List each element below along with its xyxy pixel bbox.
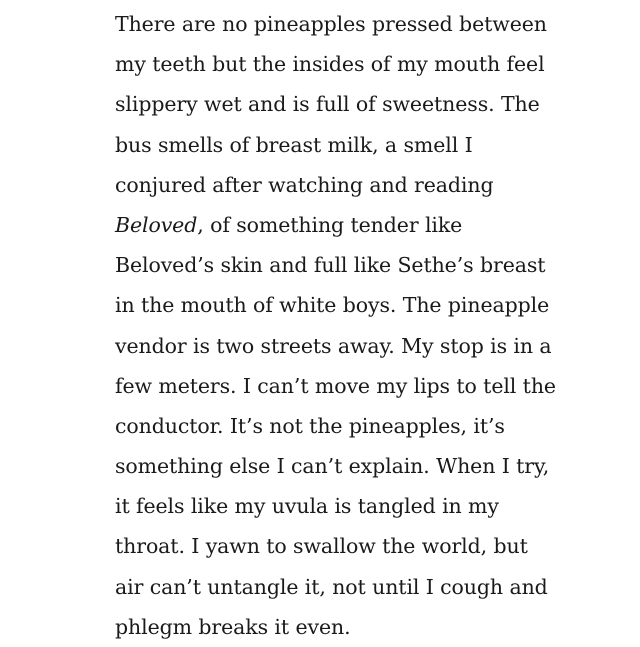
text-line [115, 205, 635, 245]
text-line: bus smells of breast milk, a smell I [115, 132, 473, 157]
text-line: There are no pineapples pressed between [115, 12, 547, 36]
text-line: conjured after watching and reading [115, 172, 494, 197]
text-line: in the mouth of white boys. The pineapple [115, 293, 550, 318]
text-line: slippery wet and is full of sweetness. The [115, 92, 540, 117]
text-line: phlegm breaks it even. [115, 614, 351, 639]
text-line: my teeth but the insides of my mouth feel [115, 52, 545, 77]
text-line: throat. I yawn to swallow the world, but [115, 534, 528, 559]
text-line-rest: of something tender like [210, 212, 463, 237]
text-line: it feels like my uvula is tangled in my [115, 494, 499, 519]
text-line: air can’t untangle it, not until I cough and [115, 574, 548, 599]
text-line: vendor is two streets away. My stop is in a [115, 333, 552, 358]
book-title-comma: , [197, 212, 204, 237]
text-line: something else I can’t explain. When I try, [115, 454, 550, 479]
prose-paragraph [115, 4, 635, 647]
text-line: Beloved’s skin and full like Sethe’s breast [115, 253, 546, 278]
text-line: conductor. It’s not the pineapples, it’s [115, 413, 505, 438]
book-title-italic: Beloved [115, 212, 198, 237]
text-line: few meters. I can’t move my lips to tell the [115, 373, 556, 398]
